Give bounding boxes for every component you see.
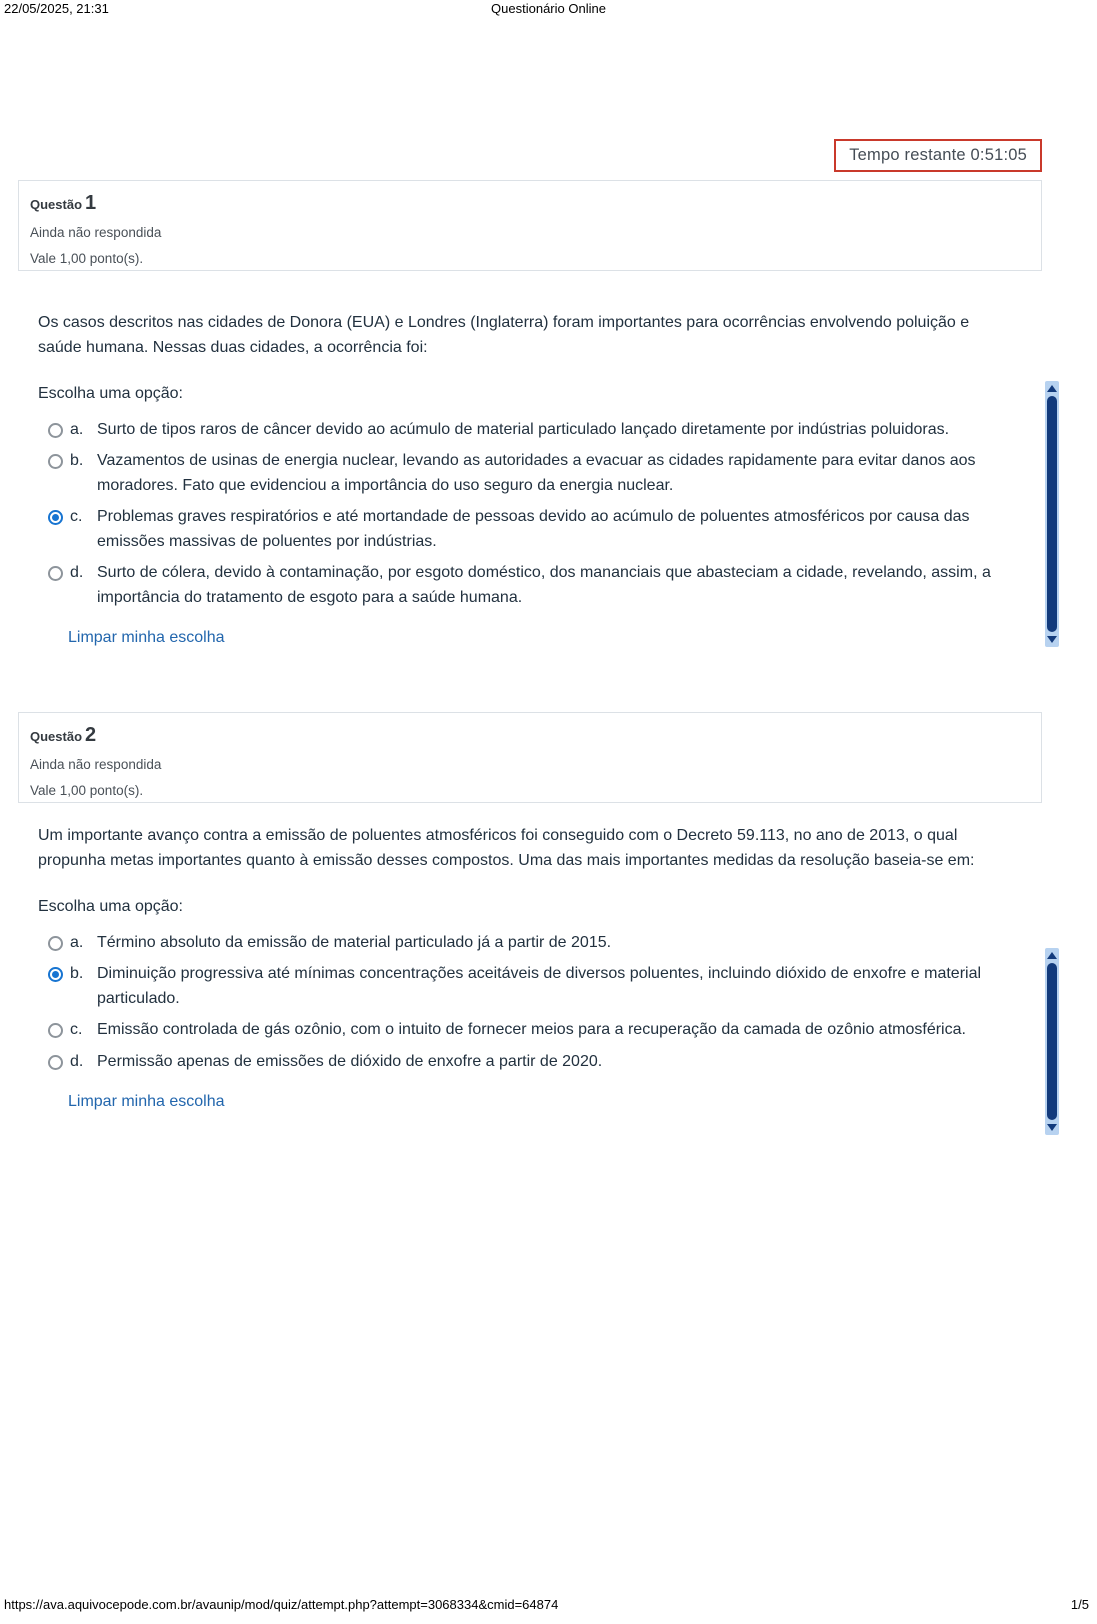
question-1-status: Ainda não respondida xyxy=(30,225,162,240)
question-2-body xyxy=(38,824,1010,1115)
question-number: 1 xyxy=(85,192,97,214)
question-1-option-b[interactable] xyxy=(48,449,1010,498)
question-1-option-a[interactable] xyxy=(48,418,1010,443)
question-2-choose-label: Escolha uma opção: xyxy=(38,898,183,915)
option-letter: d. xyxy=(70,1052,84,1070)
option-letter: a. xyxy=(70,933,84,951)
question-2-option-b[interactable] xyxy=(48,962,1010,1011)
question-2-points: Vale 1,00 ponto(s). xyxy=(30,783,144,798)
scrollbar-thumb[interactable] xyxy=(1047,396,1057,632)
scrollbar-down-arrow-icon[interactable] xyxy=(1047,636,1057,643)
radio-button[interactable] xyxy=(48,566,63,581)
scrollbar-up-arrow-icon[interactable] xyxy=(1047,385,1057,392)
question-2-info-box xyxy=(18,712,1042,803)
radio-button[interactable] xyxy=(48,510,63,525)
question-label: Questão xyxy=(30,729,83,744)
option-text: Surto de tipos raros de câncer devido ao acúmulo de material particulado lançado diretamente por indústrias poluidoras. xyxy=(97,420,950,438)
option-letter: c. xyxy=(70,508,83,525)
option-letter: b. xyxy=(70,452,84,469)
option-text: Diminuição progressiva até mínimas concentrações aceitáveis de diversos poluentes, incluindo dióxido de enxofre e material particulado. xyxy=(97,965,982,1007)
option-text: Vazamentos de usinas de energia nuclear, levando as autoridades a evacuar as cidades rapidamente para evitar danos aos moradores. Fato que evidenciou a importância do uso seguro da energia nuclear. xyxy=(97,452,976,494)
question-2-title xyxy=(30,724,1030,747)
option-letter: c. xyxy=(70,1021,83,1038)
question-2-clear-choice-link[interactable]: Limpar minha escolha xyxy=(68,1093,225,1110)
scrollbar-down-arrow-icon[interactable] xyxy=(1047,1124,1057,1131)
question-2-option-d[interactable] xyxy=(48,1050,1010,1075)
radio-button[interactable] xyxy=(48,936,63,951)
question-1-option-d[interactable] xyxy=(48,561,1010,610)
option-text: Emissão controlada de gás ozônio, com o intuito de fornecer meios para a recuperação da camada de ozônio atmosférica. xyxy=(97,1021,966,1038)
radio-button[interactable] xyxy=(48,1023,63,1038)
question-2-scrollbar[interactable] xyxy=(1045,948,1059,1135)
print-header-datetime: 22/05/2025, 21:31 xyxy=(4,1,109,16)
option-text: Permissão apenas de emissões de dióxido de enxofre a partir de 2020. xyxy=(97,1052,603,1070)
radio-button[interactable] xyxy=(48,454,63,469)
question-number: 2 xyxy=(85,724,97,746)
question-2-status: Ainda não respondida xyxy=(30,757,162,772)
quiz-timer: Tempo restante 0:51:05 xyxy=(834,139,1042,172)
question-1-points: Vale 1,00 ponto(s). xyxy=(30,251,144,266)
question-1-option-c[interactable] xyxy=(48,505,1010,554)
question-1-info-box xyxy=(18,180,1042,271)
option-text: Problemas graves respiratórios e até mortandade de pessoas devido ao acúmulo de poluentes atmosféricos por causa das emissões massivas de poluentes por indústrias. xyxy=(97,508,970,550)
option-text: Término absoluto da emissão de material particulado já a partir de 2015. xyxy=(97,933,612,951)
question-2-option-a[interactable] xyxy=(48,931,1010,956)
question-2-option-c[interactable] xyxy=(48,1018,1010,1043)
radio-button[interactable] xyxy=(48,423,63,438)
radio-button[interactable] xyxy=(48,1055,63,1070)
option-text: Surto de cólera, devido à contaminação, por esgoto doméstico, dos mananciais que abasteciam a cidade, revelando, assim, a importância do tratamento de esgoto para a saúde humana. xyxy=(97,564,991,606)
print-footer-page-number: 1/5 xyxy=(1070,1597,1089,1612)
print-header-title: Questionário Online xyxy=(491,1,606,16)
scrollbar-thumb[interactable] xyxy=(1047,963,1057,1120)
print-footer-url: https://ava.aquivocepode.com.br/avaunip/mod/quiz/attempt.php?attempt=3068334&cmid=64874 xyxy=(4,1597,559,1612)
option-letter: b. xyxy=(70,965,84,982)
scrollbar-up-arrow-icon[interactable] xyxy=(1047,952,1057,959)
question-1-title xyxy=(30,192,1030,215)
question-1-prompt: Os casos descritos nas cidades de Donora (EUA) e Londres (Inglaterra) foram importantes para ocorrências envolvendo poluição e saúde humana. Nessas duas cidades, a ocorrência foi: xyxy=(38,314,970,356)
question-1-clear-choice-link[interactable]: Limpar minha escolha xyxy=(68,629,225,646)
option-letter: a. xyxy=(70,420,84,438)
radio-button[interactable] xyxy=(48,967,63,982)
question-1-scrollbar[interactable] xyxy=(1045,381,1059,647)
question-1-body xyxy=(38,311,1010,651)
question-1-choose-label: Escolha uma opção: xyxy=(38,385,183,402)
option-letter: d. xyxy=(70,564,84,581)
question-2-prompt: Um importante avanço contra a emissão de poluentes atmosféricos foi conseguido com o Decreto 59.113, no ano de 2013, o qual propunha metas importantes quanto à emissão desses compostos. Uma das mais importantes medidas da resolução baseia-se em: xyxy=(38,827,975,869)
question-label: Questão xyxy=(30,197,83,212)
